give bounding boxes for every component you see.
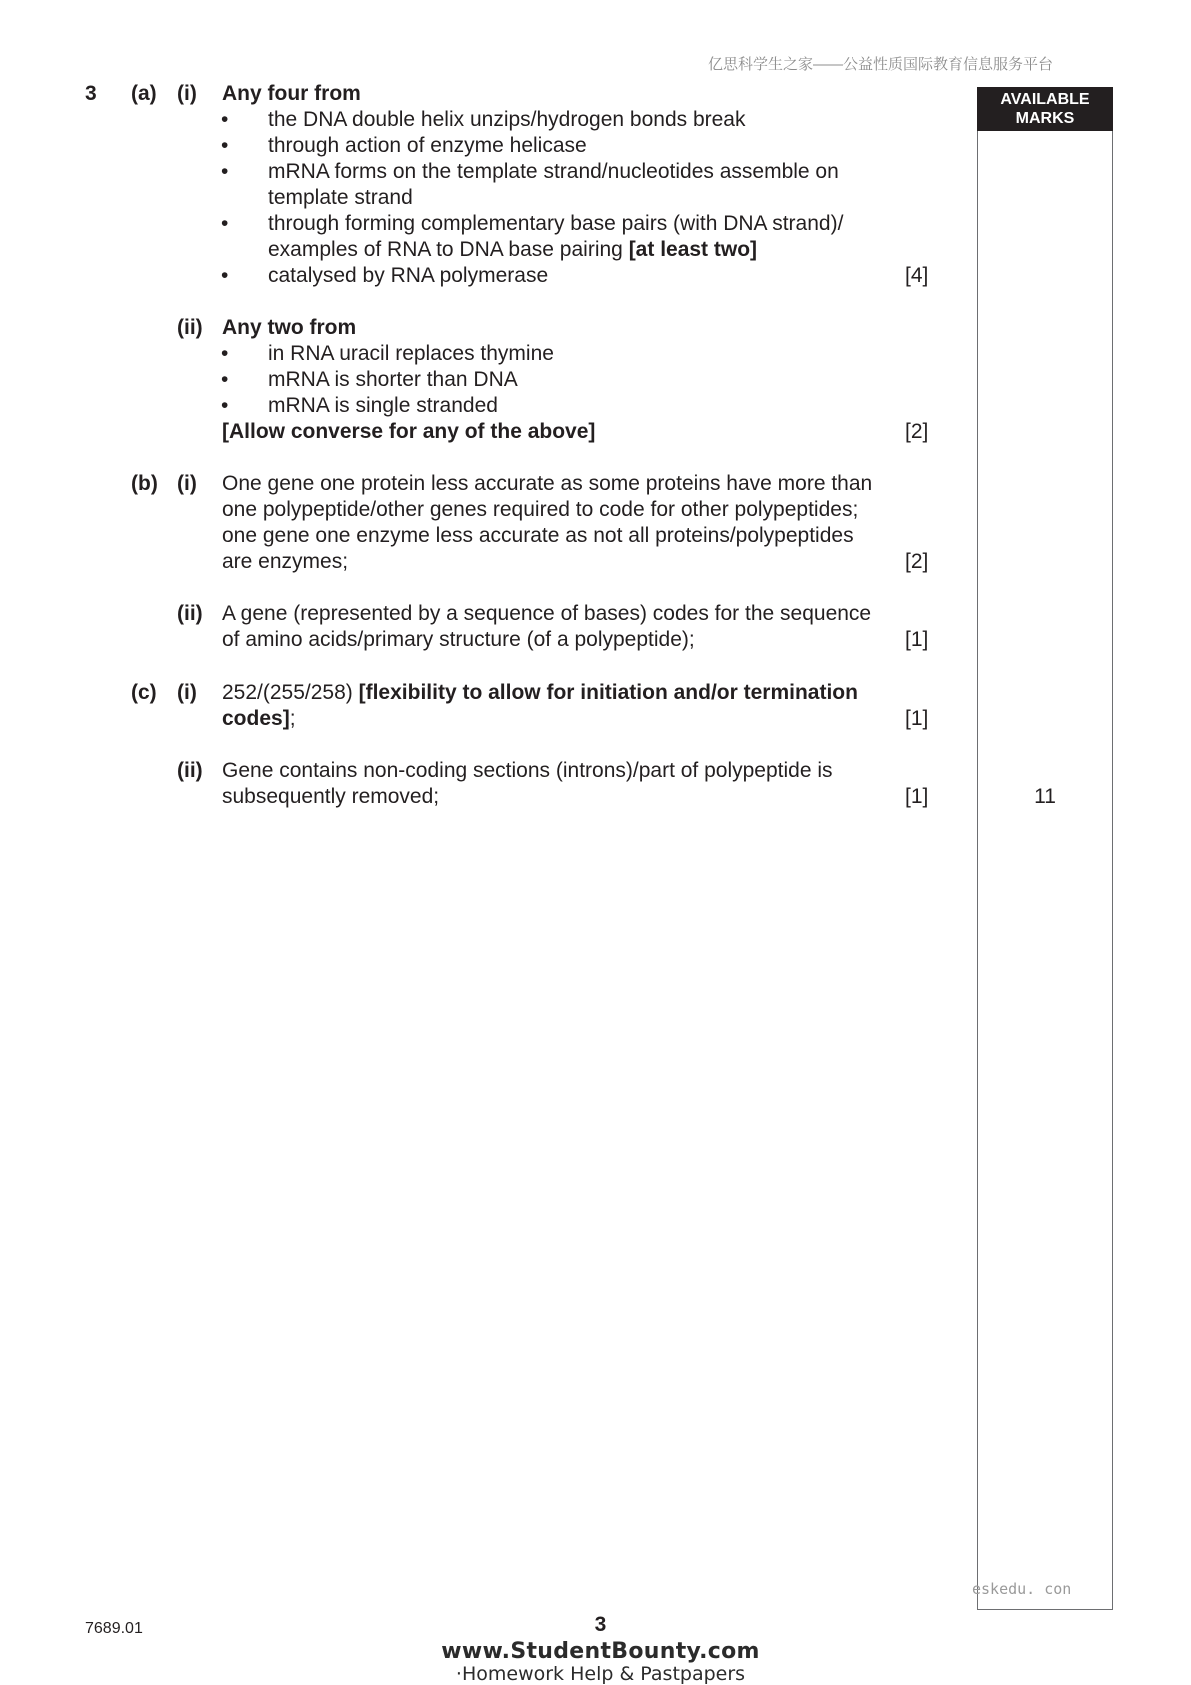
bullet-marker: •	[221, 160, 229, 183]
bullet-item: mRNA is shorter than DNA	[268, 368, 518, 391]
answer-line: one polypeptide/other genes required to code for other polypeptides;	[222, 498, 859, 521]
bullet-item: through forming complementary base pairs (with DNA strand)/	[268, 212, 844, 235]
answer-line: one gene one enzyme less accurate as not all proteins/polypeptides	[222, 524, 854, 547]
bullet-marker: •	[221, 212, 229, 235]
part-a-label: (a)	[131, 82, 157, 105]
answer-line: are enzymes;	[222, 550, 349, 573]
bullet-item: mRNA is single stranded	[268, 394, 498, 417]
bullet-marker: •	[221, 394, 229, 417]
answer-text: 252/(255/258)	[222, 681, 359, 704]
studentbounty-logo	[0, 1640, 1191, 1685]
answer-line	[222, 680, 858, 706]
logo-tagline: ·Homework Help & Pastpapers	[455, 1663, 746, 1685]
corner-watermark: eskedu. con	[972, 1580, 1072, 1598]
mark-allocation: [1]	[905, 785, 929, 808]
section-total-marks: 11	[1034, 785, 1056, 808]
part-a-ii-note: [Allow converse for any of the above]	[222, 420, 596, 443]
bullet-item-emphasis: [at least two]	[628, 238, 758, 261]
answer-emphasis: codes]	[222, 707, 290, 730]
mark-allocation: [1]	[905, 707, 929, 730]
part-c-i-label: (i)	[177, 681, 197, 704]
part-c-ii-label: (ii)	[177, 759, 203, 782]
bullet-item: catalysed by RNA polymerase	[268, 264, 549, 287]
bullet-item-continuation: template strand	[268, 186, 413, 209]
page-code: 7689.01	[85, 1620, 143, 1637]
question-number: 3	[85, 82, 97, 105]
available-marks-label: AVAILABLE MARKS	[1000, 91, 1090, 127]
part-a-i-heading: Any four from	[222, 82, 361, 105]
answer-emphasis: [flexibility to allow for initiation and/or termination	[358, 681, 858, 704]
part-c-label: (c)	[131, 681, 157, 704]
answer-line: subsequently removed;	[222, 785, 440, 808]
answer-line: Gene contains non-coding sections (introns)/part of polypeptide is	[222, 759, 833, 782]
mark-allocation: [2]	[905, 420, 929, 443]
part-b-ii-label: (ii)	[177, 602, 203, 625]
part-a-i-label: (i)	[177, 82, 197, 105]
part-b-label: (b)	[131, 472, 158, 495]
answer-line	[222, 706, 296, 732]
bullet-item-text: examples of RNA to DNA base pairing	[268, 238, 629, 261]
bullet-marker: •	[221, 368, 229, 391]
bullet-item: in RNA uracil replaces thymine	[268, 342, 554, 365]
bullet-marker: •	[221, 134, 229, 157]
page-number: 3	[594, 1613, 607, 1636]
available-marks-header	[977, 87, 1113, 131]
mark-allocation: [4]	[905, 264, 929, 287]
answer-line: A gene (represented by a sequence of bases) codes for the sequence	[222, 602, 872, 625]
bullet-marker: •	[221, 264, 229, 287]
part-b-i-label: (i)	[177, 472, 197, 495]
bullet-marker: •	[221, 342, 229, 365]
bullet-item: mRNA forms on the template strand/nucleotides assemble on	[268, 160, 839, 183]
part-a-ii-heading: Any two from	[222, 316, 357, 339]
logo-url: www.StudentBounty.com	[441, 1639, 760, 1664]
bullet-item-continuation	[268, 237, 757, 263]
bullet-item: the DNA double helix unzips/hydrogen bonds break	[268, 108, 746, 131]
header-watermark: 亿思科学生之家——公益性质国际教育信息服务平台	[707, 56, 1053, 73]
mark-allocation: [2]	[905, 550, 929, 573]
mark-allocation: [1]	[905, 628, 929, 651]
answer-line: of amino acids/primary structure (of a polypeptide);	[222, 628, 695, 651]
available-marks-column	[977, 87, 1113, 1610]
bullet-item: through action of enzyme helicase	[268, 134, 587, 157]
bullet-marker: •	[221, 108, 229, 131]
answer-text: ;	[289, 707, 296, 730]
answer-line: One gene one protein less accurate as some proteins have more than	[222, 472, 873, 495]
part-a-ii-label: (ii)	[177, 316, 203, 339]
